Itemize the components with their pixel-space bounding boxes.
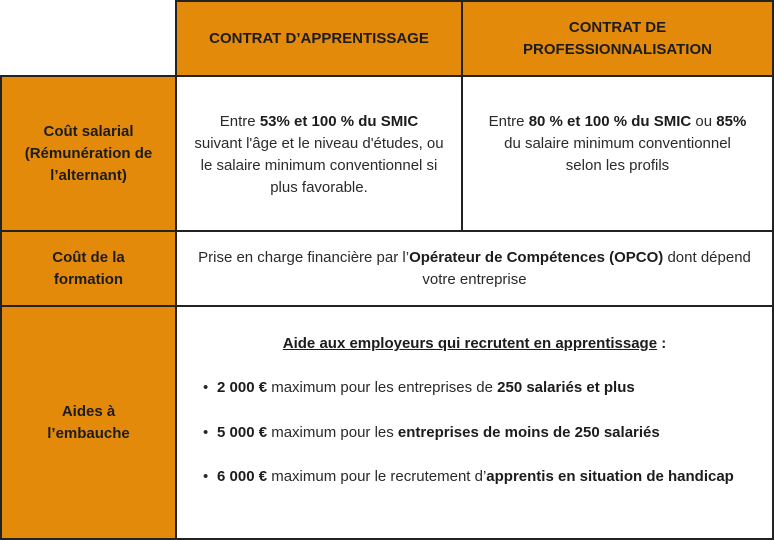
aides-title-suffix: : [657, 335, 667, 352]
bullet-icon: • [203, 424, 209, 441]
row-label-cout-formation [0, 230, 177, 307]
text-segment: suivant l'âge et le niveau d'études, ou le salaire minimum conventionnel si plus favorable. [194, 135, 444, 196]
text-segment: maximum pour le recrutement d’ [267, 468, 487, 485]
cout-salarial-apprentissage-text [194, 111, 444, 199]
cout-salarial-label-3: l’alternant) [50, 166, 127, 184]
text-segment: du salaire minimum conventionnel selon les profils [504, 135, 731, 174]
header-professionnalisation-line2: PROFESSIONNALISATION [523, 40, 712, 58]
text-bold-segment: 250 salariés et plus [497, 379, 635, 396]
cout-formation-text [190, 247, 760, 291]
aides-title-underlined: Aide aux employeurs qui recrutent en apprentissage [282, 335, 658, 352]
text-segment: Entre [219, 113, 260, 130]
text-bold-segment: 2 000 € [217, 379, 268, 396]
aides-value [175, 305, 774, 540]
cout-formation-value [175, 230, 774, 307]
header-professionnalisation-line1: CONTRAT DE [568, 18, 667, 36]
cout-formation-label-2: formation [53, 270, 124, 288]
text-segment: maximum pour les [267, 424, 398, 441]
text-bold-segment: 80 % et 100 % du SMIC [528, 113, 692, 130]
text-bold-segment: 6 000 € [217, 468, 268, 485]
cout-salarial-apprentissage [175, 75, 463, 232]
row-label-aides [0, 305, 177, 540]
cout-salarial-label-1: Coût salarial [43, 122, 134, 140]
cout-salarial-professionnalisation-text [488, 111, 748, 177]
text-bold-segment: 5 000 € [217, 424, 268, 441]
bullet-icon: • [203, 468, 209, 485]
header-apprentissage-label: CONTRAT D’APPRENTISSAGE [209, 29, 429, 47]
text-bold-segment: Opérateur de Compétences (OPCO) [409, 248, 664, 266]
cout-formation-label-1: Coût de la [52, 248, 125, 266]
aides-title [177, 333, 772, 355]
cout-salarial-label-2: (Rémunération de [24, 144, 153, 162]
aides-label-2: l’embauche [47, 424, 130, 442]
header-professionnalisation [461, 0, 774, 77]
text-segment: dont dépend votre entreprise [422, 248, 751, 288]
list-item [203, 377, 743, 399]
text-segment: ou [691, 113, 717, 130]
list-item [203, 422, 743, 444]
text-segment: Entre [488, 113, 529, 130]
bullet-icon: • [203, 379, 209, 396]
cout-salarial-professionnalisation [461, 75, 774, 232]
aides-label-1: Aides à [61, 402, 116, 420]
list-item [203, 466, 743, 488]
text-segment: Prise en charge financière par l’ [198, 248, 410, 266]
row-label-cout-salarial [0, 75, 177, 232]
text-bold-segment: 85% [716, 113, 747, 130]
text-bold-segment: entreprises de moins de 250 salariés [397, 424, 660, 441]
text-bold-segment: 53% et 100 % du SMIC [259, 113, 419, 130]
text-segment: maximum pour les entreprises de [267, 379, 498, 396]
text-bold-segment: apprentis en situation de handicap [486, 468, 734, 485]
header-apprentissage [175, 0, 463, 77]
